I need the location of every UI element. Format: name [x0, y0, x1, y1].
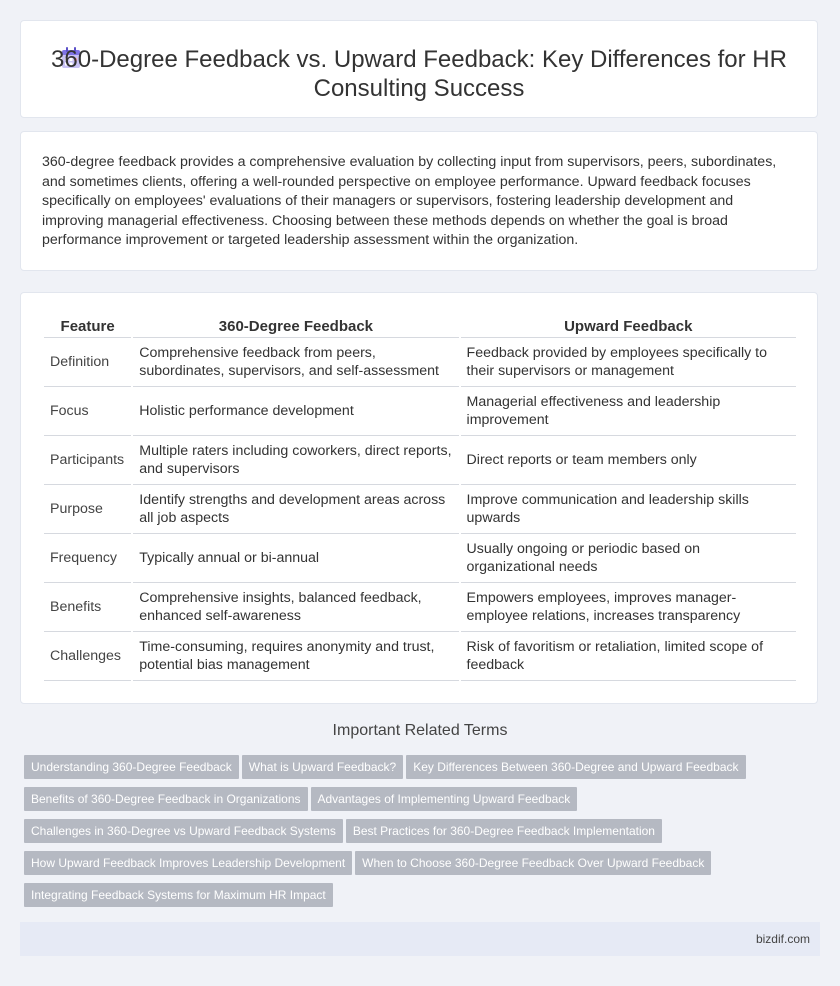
- table-row: [44, 338, 796, 387]
- page-title: 360-Degree Feedback vs. Upward Feedback: Key Differences for HR Consulting Success: [51, 46, 787, 102]
- intro-text: 360-degree feedback provides a comprehensive evaluation by collecting input from supervisors, peers, subordinates, and sometimes clients, offering a well-rounded perspective on employee performance. Upward feedback focuses specifically on employees' evaluations of their managers or supervisors, fostering leadership development and improving managerial effectiveness. Choosing between these methods depends on whether the goal is broad performance improvement or targeted leadership assessment within the organization.: [42, 154, 777, 248]
- related-term-tag[interactable]: Best Practices for 360-Degree Feedback Implementation: [346, 819, 662, 843]
- related-term-tag[interactable]: How Upward Feedback Improves Leadership Development: [24, 851, 352, 875]
- footer-site-link[interactable]: bizdif.com: [755, 932, 810, 946]
- comparison-table: [42, 315, 798, 681]
- row-feature: Challenges: [44, 632, 131, 681]
- related-term-tag[interactable]: Integrating Feedback Systems for Maximum HR Impact: [24, 883, 333, 907]
- row-360-value: Comprehensive insights, balanced feedback, enhanced self-awareness: [133, 583, 458, 632]
- header-360-degree: 360-Degree Feedback: [133, 315, 458, 338]
- table-row: [44, 387, 796, 436]
- table-row: [44, 583, 796, 632]
- table-row: [44, 436, 796, 485]
- row-360-value: Time-consuming, requires anonymity and trust, potential bias management: [133, 632, 458, 681]
- row-360-value: Typically annual or bi-annual: [133, 534, 458, 583]
- row-feature: Benefits: [44, 583, 131, 632]
- footer: [20, 922, 820, 956]
- row-upward-value: Direct reports or team members only: [461, 436, 796, 485]
- row-upward-value: Feedback provided by employees specifically to their supervisors or management: [461, 338, 796, 387]
- table-row: [44, 632, 796, 681]
- header-upward: Upward Feedback: [461, 315, 796, 338]
- comparison-card: [20, 292, 818, 704]
- header-card: [20, 20, 818, 118]
- related-term-tag[interactable]: Advantages of Implementing Upward Feedback: [311, 787, 578, 811]
- related-terms-list: [24, 755, 784, 915]
- row-360-value: Comprehensive feedback from peers, subordinates, supervisors, and self-assessment: [133, 338, 458, 387]
- row-upward-value: Managerial effectiveness and leadership improvement: [461, 387, 796, 436]
- header-feature: Feature: [44, 315, 131, 338]
- table-row: [44, 534, 796, 583]
- related-term-tag[interactable]: Understanding 360-Degree Feedback: [24, 755, 239, 779]
- related-term-tag[interactable]: When to Choose 360-Degree Feedback Over Upward Feedback: [355, 851, 711, 875]
- related-term-tag[interactable]: Benefits of 360-Degree Feedback in Organizations: [24, 787, 308, 811]
- row-upward-value: Improve communication and leadership skills upwards: [461, 485, 796, 534]
- row-feature: Definition: [44, 338, 131, 387]
- row-360-value: Multiple raters including coworkers, direct reports, and supervisors: [133, 436, 458, 485]
- intro-card: [20, 131, 818, 271]
- table-header-row: [44, 315, 796, 338]
- row-feature: Frequency: [44, 534, 131, 583]
- related-terms-heading: Important Related Terms: [332, 722, 508, 739]
- row-upward-value: Empowers employees, improves manager-employee relations, increases transparency: [461, 583, 796, 632]
- row-feature: Focus: [44, 387, 131, 436]
- row-360-value: Holistic performance development: [133, 387, 458, 436]
- table-row: [44, 485, 796, 534]
- related-term-tag[interactable]: Key Differences Between 360-Degree and Upward Feedback: [406, 755, 745, 779]
- row-360-value: Identify strengths and development areas across all job aspects: [133, 485, 458, 534]
- row-feature: Participants: [44, 436, 131, 485]
- related-term-tag[interactable]: What is Upward Feedback?: [242, 755, 403, 779]
- related-term-tag[interactable]: Challenges in 360-Degree vs Upward Feedback Systems: [24, 819, 343, 843]
- row-upward-value: Risk of favoritism or retaliation, limited scope of feedback: [461, 632, 796, 681]
- row-upward-value: Usually ongoing or periodic based on organizational needs: [461, 534, 796, 583]
- row-feature: Purpose: [44, 485, 131, 534]
